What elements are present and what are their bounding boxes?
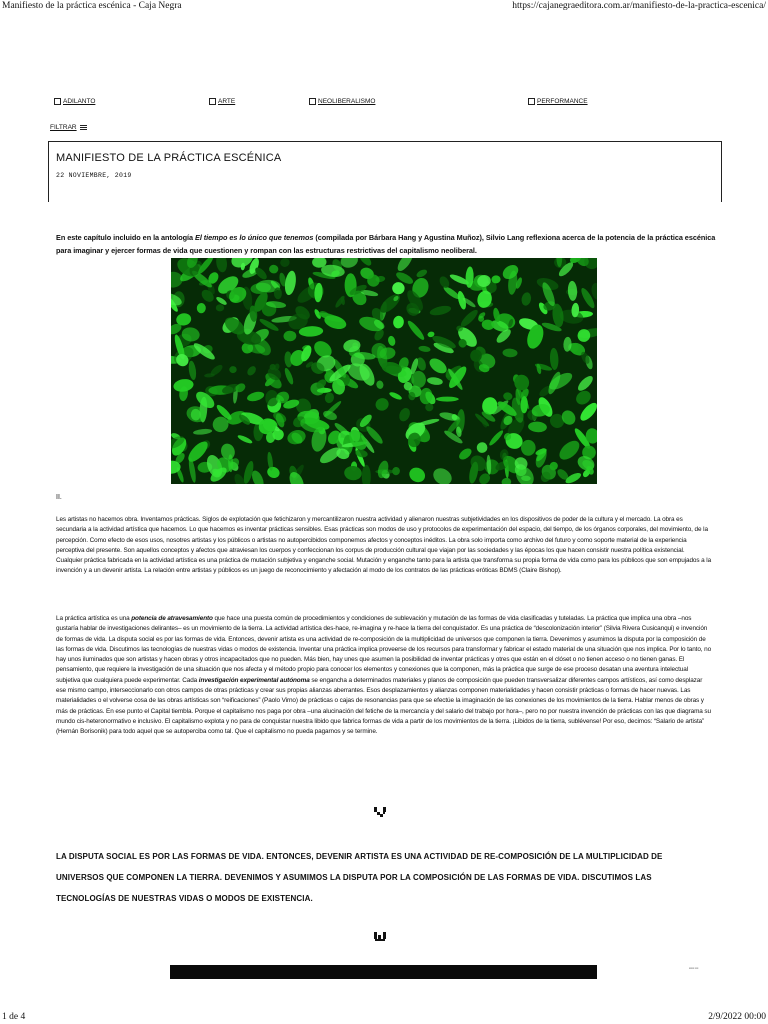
category-label: PERFORMANCE [537, 98, 588, 105]
filter-button[interactable] [50, 124, 87, 131]
small-caption-mark: ▪▪▪▪▪ ▪▪▪ [689, 966, 699, 970]
book-title: El tiempo es lo único que tenemos [195, 233, 314, 243]
article-intro [56, 231, 721, 257]
print-page-number: 1 de 4 [2, 1012, 26, 1022]
checkbox-icon [54, 98, 61, 105]
section-number: II. [56, 494, 62, 501]
checkbox-icon [528, 98, 535, 105]
category-label: NEOLIBERALISMO [318, 98, 376, 105]
paragraph-text: La práctica artística es una [56, 615, 132, 622]
print-page-title: Manifiesto de la práctica escénica - Caja Negra [2, 1, 182, 11]
emphasis-text: investigación experimental autónoma [198, 676, 310, 684]
caja-negra-logo-icon [373, 805, 387, 819]
category-tag-neoliberalismo[interactable] [309, 98, 375, 105]
paragraph-text: se engancha a determinados materiales y planos de composición que pueden transversalizar diferentes campos artísticos, así como desplazar ese mismo campo, interseccionarlo con otros campos de otras prácticas y crear sus propias alianzas aberrantes. Esos desplazamientos y alianzas componen materialidades y hacen consistir prácticas o formas de hacer nuevas. Las materialidades o el volverse cosa de las obras artísticas son “reificaciones” (Paolo Virno) de prácticas o cajas de resonancias para que se efectúe la imaginación de las conexiones de los movimientos de la tierra. Hablar menos de obras y más de prácticas. En ese punto el Capital tiembla. Porque el capitalismo nos paga por obra –una alucinación del fetiche de la mercancía y del salario del trabajo por hora–, pero no por nuestra invención de prácticas con las que diagrama su mundo cis-heteronormativo e inclusivo. El capitalismo explota y no para de conquistar nuestra libido que fabrica formas de vida a partir de los movimientos de la tierra. ¡Libidos de la tierra, sublévense! Por eso, decimos: “Salario de artista” (Hernán Borisonik) para todo aquel que se autoperciba como tal. Que el capitalismo no pueda pagarnos y se termine. [56, 676, 711, 736]
category-label: ADILANTO [63, 98, 96, 105]
article-date: 22 NOVIEMBRE, 2019 [56, 172, 132, 179]
bottom-image-strip [170, 965, 597, 979]
hero-image [171, 258, 597, 484]
checkbox-icon [309, 98, 316, 105]
article-paragraph-1: Les artistas no hacemos obra. Inventamos prácticas. Siglos de explotación que fetichizaron y mercantilizaron nuestra actividad y alienaron nuestras subjetividades en los dispositivos de poder de la cultura y el mercado. La obra es secundaria a la actividad artística que hacemos. Lo que hacemos es inventar prácticas sensibles. Esas prácticas son modos de uso y protocolos de experimentación del espacio, del tiempo, de los órganos corporales, del movimiento, de la percepción. Como efecto de esos usos, nosotres artistas y los públicos o artistas no autopercibidos componemos afectos y conceptos inéditos. La obra solo importa como archivo del futuro y como soporte material de la experiencia perceptiva del presente. Son aquellos conceptos y afectos que atraviesan los cuerpos y confeccionan los corpus de producción cultural que viajan por las sociedades y las épocas los que hacen consistir nuestra política existencial. Cualquier práctica fabricada en la actividad artística es una práctica de mutación subjetiva y enganche social. Mutación y enganche tanto para la artista que transforma su propia forma de vida como para los públicos que son empujados a la invención y a un devenir artista. La relación entre artistas y públicos es un juego de reconocimiento y afectación al modo de los contratos de las prácticas eróticas BDMS (Claire Bishop). [56, 516, 712, 575]
paragraph-text: que hace una puesta común de procedimientos y condiciones de sublevación y mutación de las formas de vida clasificadas y tuteladas. La práctica que implica una obra –nos gustaría hablar de investigaciones delirantes– es un movimiento de la tierra. La actividad artística des-hace, re-imagina y re-hace la tierra del conquistador. Es una práctica de “descolonización interior” (Silvia Rivera Cusicanqui) e invención de formas de vida. La disputa social es por las formas de vida. Entonces, devenir artista es una actividad de re-composición de la multiplicidad de universos que componen la tierra. Devenimos y asumimos la disputa por la composición de las formas de vida. Discutimos las tecnologías de nuestras vidas o modos de existencia. Inventar una práctica implica proveerse de los recursos para transformar y fabricar el estado material de una situación que nos implica. Por lo tanto, no hay unos iluminados que son artistas y hacen obras y otros incapacitados que no pueden. Más bien, hay unes que asumen la posibilidad de inventar prácticas y otres que están en el clóset o no tienen acceso o no tienen ganas. El pensamiento, que requiere la investigación de una situación que nos afecta y el método propio para conocer los elementos y conexiones que la componen, más la práctica que surge de ese proceso desatan una aventura intelectual subjetiva que cualquiera puede experimentar. Cada [56, 615, 712, 684]
article-paragraph-2 [56, 614, 712, 738]
intro-text: En este capítulo incluido en la antología [56, 233, 195, 243]
print-datetime: 2/9/2022 00:00 [708, 1012, 766, 1022]
print-url: https://cajanegraeditora.com.ar/manifiesto-de-la-practica-escenica/ [512, 1, 766, 11]
category-tag-adilanto[interactable] [54, 98, 95, 105]
print-footer [0, 1010, 768, 1024]
article-frame [48, 141, 722, 202]
filter-list-icon [80, 125, 87, 130]
pull-quote: LA DISPUTA SOCIAL ES POR LAS FORMAS DE VIDA. ENTONCES, DEVENIR ARTISTA ES UNA ACTIVIDAD DE RE-COMPOSICIÓN DE LA MULTIPLICIDAD DE UNIVERSOS QUE COMPONEN LA TIERRA. DEVENIMOS Y ASUMIMOS LA DISPUTA POR LA COMPOSICIÓN DE LAS FORMAS DE VIDA. DISCUTIMOS LAS TECNOLOGÍAS DE NUESTRAS VIDAS O MODOS DE EXISTENCIA. [56, 852, 663, 903]
emphasis-text: potencia de atravesamiento [131, 615, 213, 622]
intro-text-cont: (compilada por Bárbara Hang y Agustina Muñoz), Silvio Lang reflexiona acerca de la potencia de la práctica escénica para imaginar y ejercer formas de vida que cuestionen y rompan con las estructuras restrictivas del capitalismo neoliberal. [56, 233, 716, 256]
category-tags [54, 98, 614, 110]
print-header [0, 0, 768, 12]
filter-label: FILTRAR [50, 124, 77, 131]
category-label: ARTE [218, 98, 236, 105]
article-title: MANIFIESTO DE LA PRÁCTICA ESCÉNICA [56, 152, 282, 164]
category-tag-performance[interactable] [528, 98, 588, 105]
caja-negra-logo-icon [373, 929, 387, 943]
crowd-photo-icon [171, 258, 597, 484]
checkbox-icon [209, 98, 216, 105]
category-tag-arte[interactable] [209, 98, 235, 105]
